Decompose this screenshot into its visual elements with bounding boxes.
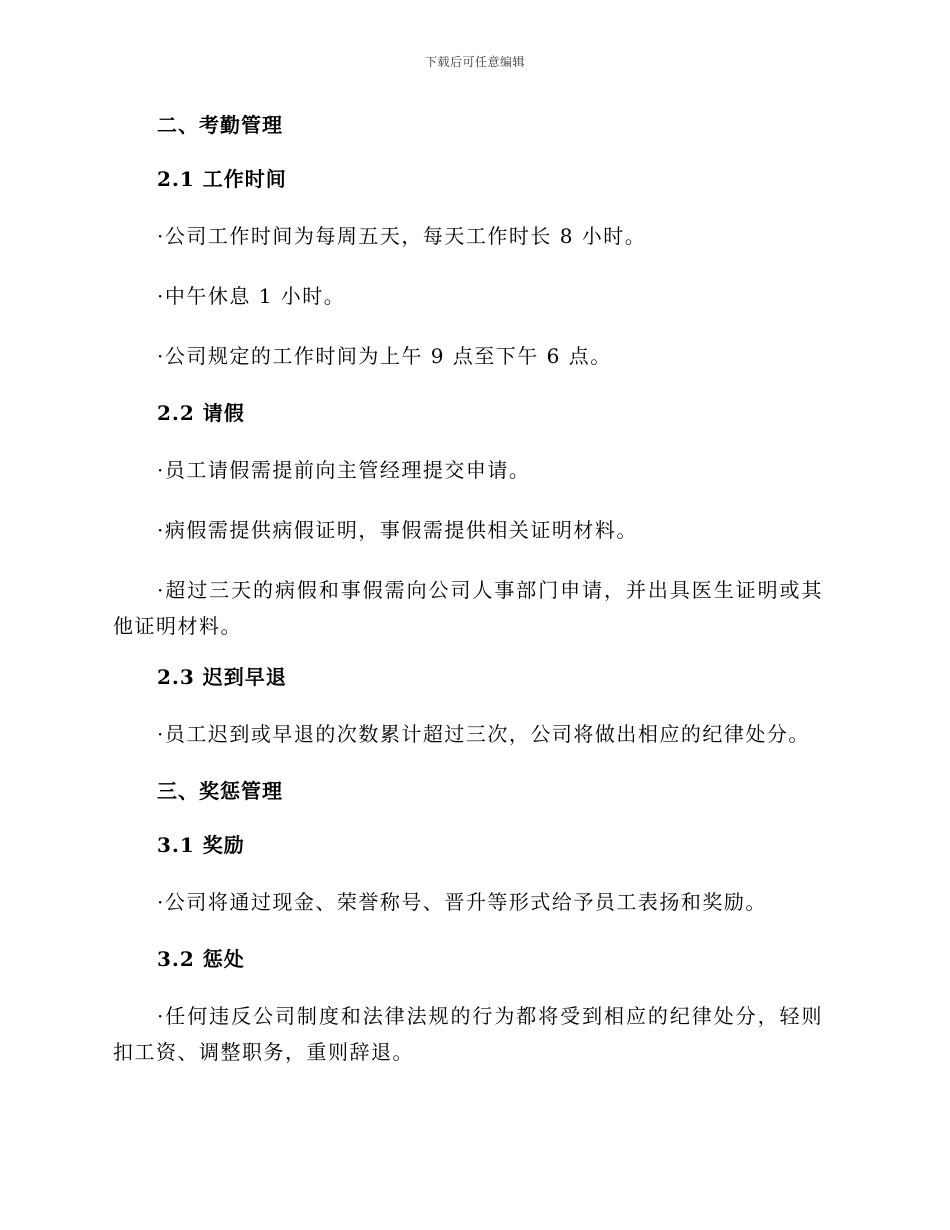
paragraph: ·病假需提供病假证明，事假需提供相关证明材料。 [157,518,638,542]
paragraph: ·中午休息 1 小时。 [157,284,346,308]
paragraph: ·公司工作时间为每周五天，每天工作时长 8 小时。 [157,224,647,248]
section-title: 二、考勤管理 [157,113,283,137]
subsection-title: 3.1 奖励 [157,833,245,857]
subsection-title: 2.2 请假 [157,401,245,425]
paragraph: ·超过三天的病假和事假需向公司人事部门申请，并出具医生证明或其他证明材料。 [113,578,823,638]
paragraph: ·公司将通过现金、荣誉称号、晋升等形式给予员工表扬和奖励。 [157,890,767,914]
paragraph: ·任何违反公司制度和法律法规的行为都将受到相应的纪律处分，轻则扣工资、调整职务，重则辞退。 [113,1004,823,1064]
paragraph: ·员工迟到或早退的次数累计超过三次，公司将做出相应的纪律处分。 [157,722,810,746]
subsection-title: 2.1 工作时间 [157,167,287,191]
paragraph: ·公司规定的工作时间为上午 9 点至下午 6 点。 [157,344,612,368]
section-title: 三、奖惩管理 [157,779,283,803]
subsection-title: 2.3 迟到早退 [157,665,287,689]
subsection-title: 3.2 惩处 [157,947,245,971]
paragraph: ·员工请假需提前向主管经理提交申请。 [157,458,531,482]
header-note: 下载后可任意编辑 [424,55,525,69]
document-body [113,110,823,1088]
